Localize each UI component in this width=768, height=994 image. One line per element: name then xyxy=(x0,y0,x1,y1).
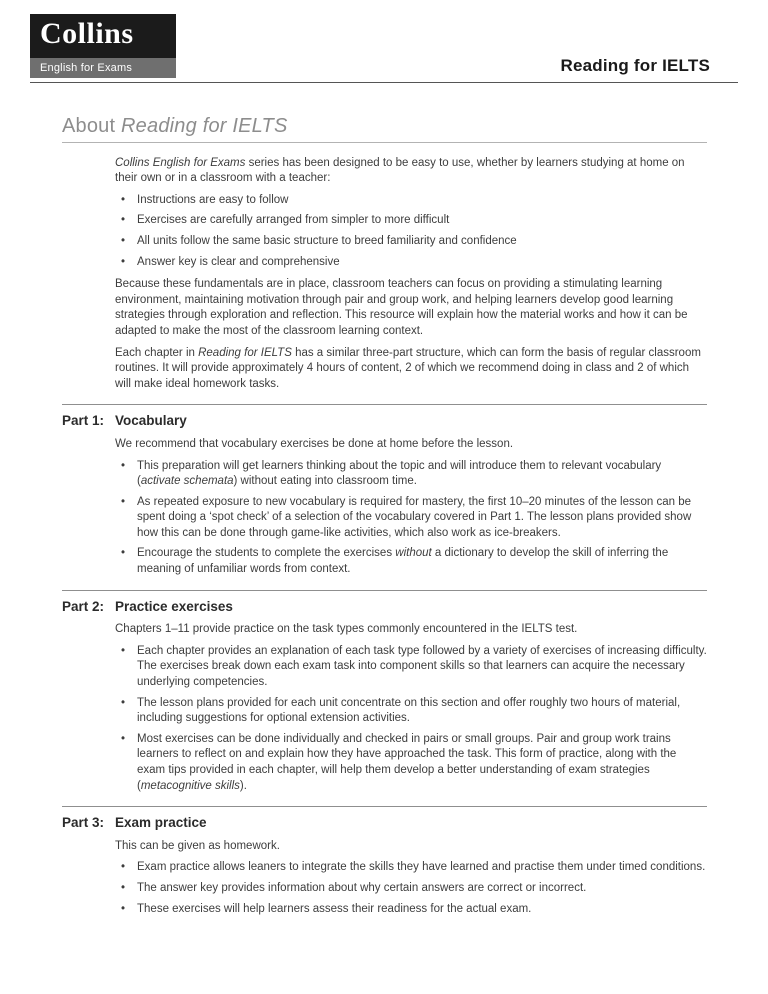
section-divider xyxy=(62,404,707,405)
list-item xyxy=(115,881,707,897)
list-item xyxy=(115,495,707,542)
list-item-text: Most exercises can be done individually and checked in pairs or small groups. Pair and group work trains learners to reflect on and explain how they have approached the task. This form of practice, along with the exam tips provided in each chapter, will help them develop a better understanding of exam strategies (metacognitive skills). xyxy=(137,732,677,792)
book-title: Reading for IELTS xyxy=(560,56,710,75)
page-header xyxy=(0,0,768,83)
list-item xyxy=(115,696,707,727)
section-part-3 xyxy=(62,806,707,917)
list-item-text: All units follow the same basic structure to breed familiarity and confidence xyxy=(137,234,517,247)
list-item-text: The answer key provides information about why certain answers are correct or incorrect. xyxy=(137,881,587,894)
list-item-text: Encourage the students to complete the exercises without a dictionary to develop the skill of inferring the meaning of unfamiliar words from context. xyxy=(137,547,669,576)
list-item-text: As repeated exposure to new vocabulary is required for mastery, the first 10–20 minutes of the lesson can be spent doing a ‘spot check’ of a selection of the vocabulary covered in Part 1. The lesson plans provided show how this can be done through game-like activities, which also work as ice-breakers. xyxy=(137,495,692,539)
list-item xyxy=(115,644,707,691)
list-item-text: The lesson plans provided for each unit concentrate on this section and offer roughly two hours of material, including suggestions for optional extension activities. xyxy=(137,696,681,725)
list-item xyxy=(115,234,707,250)
part-title: Exam practice xyxy=(115,815,207,831)
list-item xyxy=(115,213,707,229)
part-3-heading xyxy=(62,815,707,831)
part-label: Part 3: xyxy=(62,815,105,831)
title-divider xyxy=(62,142,707,143)
section-bullet-list xyxy=(115,644,707,794)
section-part-1 xyxy=(62,404,707,577)
part-title: Practice exercises xyxy=(115,598,233,614)
list-item-text: Instructions are easy to follow xyxy=(137,193,289,206)
list-item xyxy=(115,193,707,209)
list-item-text: Exam practice allows leaners to integrate the skills they have learned and practise them under timed conditions. xyxy=(137,861,706,874)
document-body xyxy=(0,115,768,917)
list-item xyxy=(115,459,707,490)
part-1-body xyxy=(115,437,707,578)
part-1-heading xyxy=(62,413,707,429)
list-item-text: This preparation will get learners thinking about the topic and will introduce them to relevant vocabulary (activate schemata) without eating into classroom time. xyxy=(137,459,662,488)
section-intro: We recommend that vocabulary exercises be done at home before the lesson. xyxy=(115,437,514,450)
section-divider xyxy=(62,806,707,807)
page-title: About Reading for IELTS xyxy=(62,115,288,137)
intro-paragraph: Collins English for Exams series has been designed to be easy to use, whether by learners studying at home on their own or in a classroom with a teacher: xyxy=(115,156,685,185)
part-title: Vocabulary xyxy=(115,413,187,429)
part-label: Part 2: xyxy=(62,598,105,614)
section-divider xyxy=(62,590,707,591)
section-part-2 xyxy=(62,590,707,795)
paragraph: Because these fundamentals are in place, classroom teachers can focus on providing a stimulating learning environment, maintaining motivation through pair and group work, and helping learners develop good learning strategies through exploration and reflection. This resource will explain how the material works and how it can be adapted to make the most of the classroom learning context. xyxy=(115,278,688,337)
collins-logo-title: Collins xyxy=(30,14,176,58)
part-3-body xyxy=(115,839,707,917)
about-bullet-list xyxy=(115,193,707,270)
list-item xyxy=(115,902,707,918)
list-item-text: Exercises are carefully arranged from simpler to more difficult xyxy=(137,214,450,227)
about-section xyxy=(115,156,707,393)
list-item-text: Answer key is clear and comprehensive xyxy=(137,255,340,268)
paragraph: Each chapter in Reading for IELTS has a similar three-part structure, which can form the basis of regular classroom routines. It will provide approximately 4 hours of content, 2 of which we recommend doing in class and 2 of which will make ideal homework tasks. xyxy=(115,346,701,390)
section-intro: This can be given as homework. xyxy=(115,839,280,852)
part-2-heading xyxy=(62,599,707,615)
section-bullet-list xyxy=(115,860,707,917)
header-divider xyxy=(30,82,738,83)
list-item xyxy=(115,732,707,794)
section-bullet-list xyxy=(115,459,707,578)
list-item xyxy=(115,255,707,271)
list-item-text: These exercises will help learners assess their readiness for the actual exam. xyxy=(137,902,532,915)
collins-logo xyxy=(30,14,176,78)
list-item xyxy=(115,546,707,577)
section-intro: Chapters 1–11 provide practice on the task types commonly encountered in the IELTS test. xyxy=(115,623,578,636)
list-item xyxy=(115,860,707,876)
part-label: Part 1: xyxy=(62,413,105,429)
collins-logo-subtitle: English for Exams xyxy=(30,58,176,78)
part-2-body xyxy=(115,622,707,794)
list-item-text: Each chapter provides an explanation of each task type followed by a variety of exercises of increasing difficulty. The exercises break down each exam task into component skills so that learners can acquire the necessary underlying competencies. xyxy=(137,644,707,689)
